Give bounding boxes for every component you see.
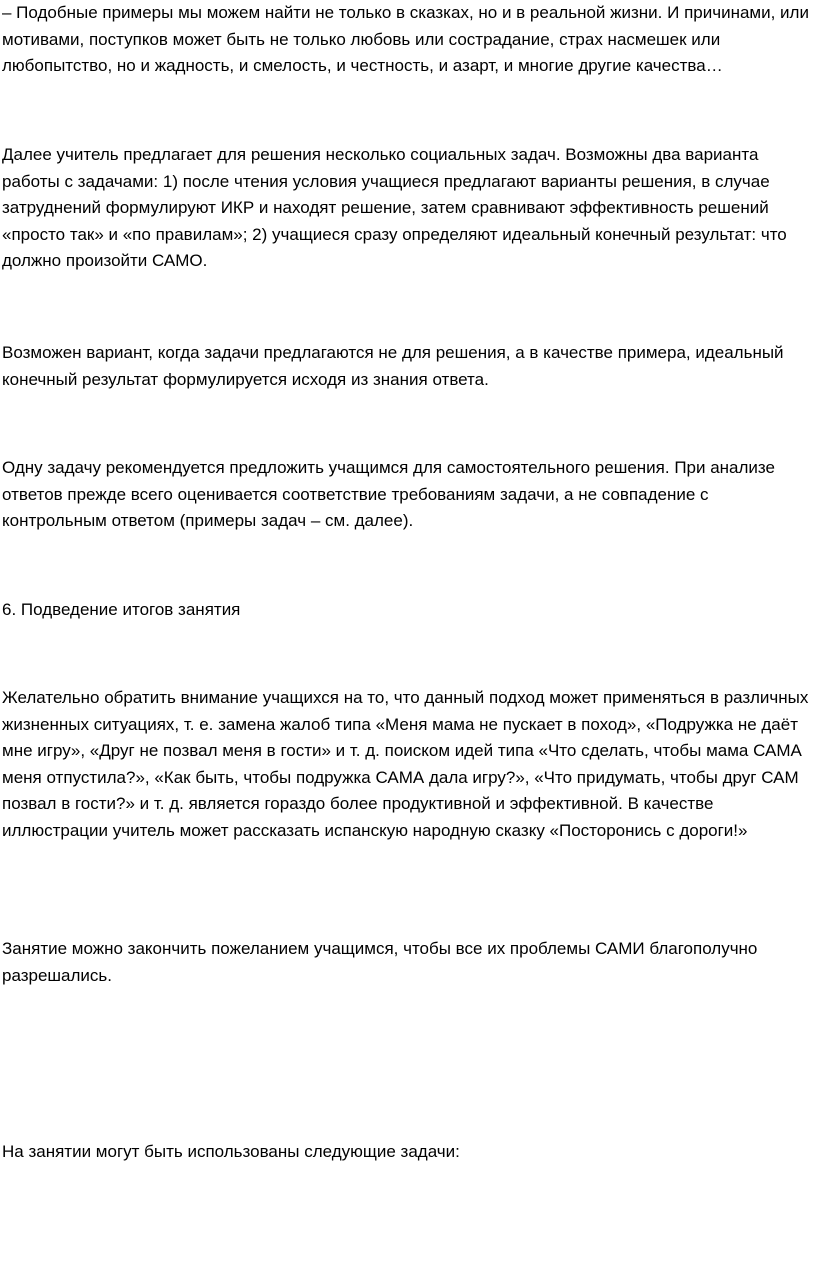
section-heading-summary: 6. Подведение итогов занятия bbox=[2, 600, 241, 619]
paragraph-social-tasks: Далее учитель предлагает для решения несколько социальных задач. Возможны два варианта работы с задачами: 1) после чтения условия учащиеся предлагают варианты решения, в случае затруднений формулируют ИКР и находят решение, затем сравнивают эффективность решений «просто так» и «по правилам»; 2) учащиеся сразу определяют идеальный конечный результат: что должно произойти САМО. bbox=[2, 145, 787, 270]
paragraph-closing-wish: Занятие можно закончить пожеланием учащимся, чтобы все их проблемы САМИ благополучно разрешались. bbox=[2, 939, 758, 985]
paragraph-life-situations: Желательно обратить внимание учащихся на то, что данный подход может применяться в различных жизненных ситуациях, т. е. замена жалоб типа «Меня мама не пускает в поход», «Подружка не даёт мне игру», «Друг не позвал меня в гости» и т. д. поиском идей типа «Что сделать, чтобы мама САМА меня отпустила?», «Как быть, чтобы подружка САМА дала игру?», «Что придумать, чтобы друг САМ позвал в гости?» и т. д. является гораздо более продуктивной и эффективной. В качестве иллюстрации учитель может рассказать испанскую народную сказку «Посторонись с дороги!» bbox=[2, 688, 809, 840]
paragraph-examples-motives: – Подобные примеры мы можем найти не только в сказках, но и в реальной жизни. И причинами, или мотивами, поступков может быть не только любовь или сострадание, страх насмешек или любопытство, но и жадность, и смелость, и честность, и азарт, и многие другие качества… bbox=[2, 3, 809, 75]
paragraph-independent-task: Одну задачу рекомендуется предложить учащимся для самостоятельного решения. При анализе ответов прежде всего оценивается соответствие требованиям задачи, а не совпадение с контрольным ответом (примеры задач – см. далее). bbox=[2, 458, 775, 530]
paragraph-task-variant: Возможен вариант, когда задачи предлагаются не для решения, а в качестве примера, идеальный конечный результат формулируется исходя из знания ответа. bbox=[2, 343, 784, 389]
paragraph-tasks-intro: На занятии могут быть использованы следующие задачи: bbox=[2, 1142, 460, 1161]
